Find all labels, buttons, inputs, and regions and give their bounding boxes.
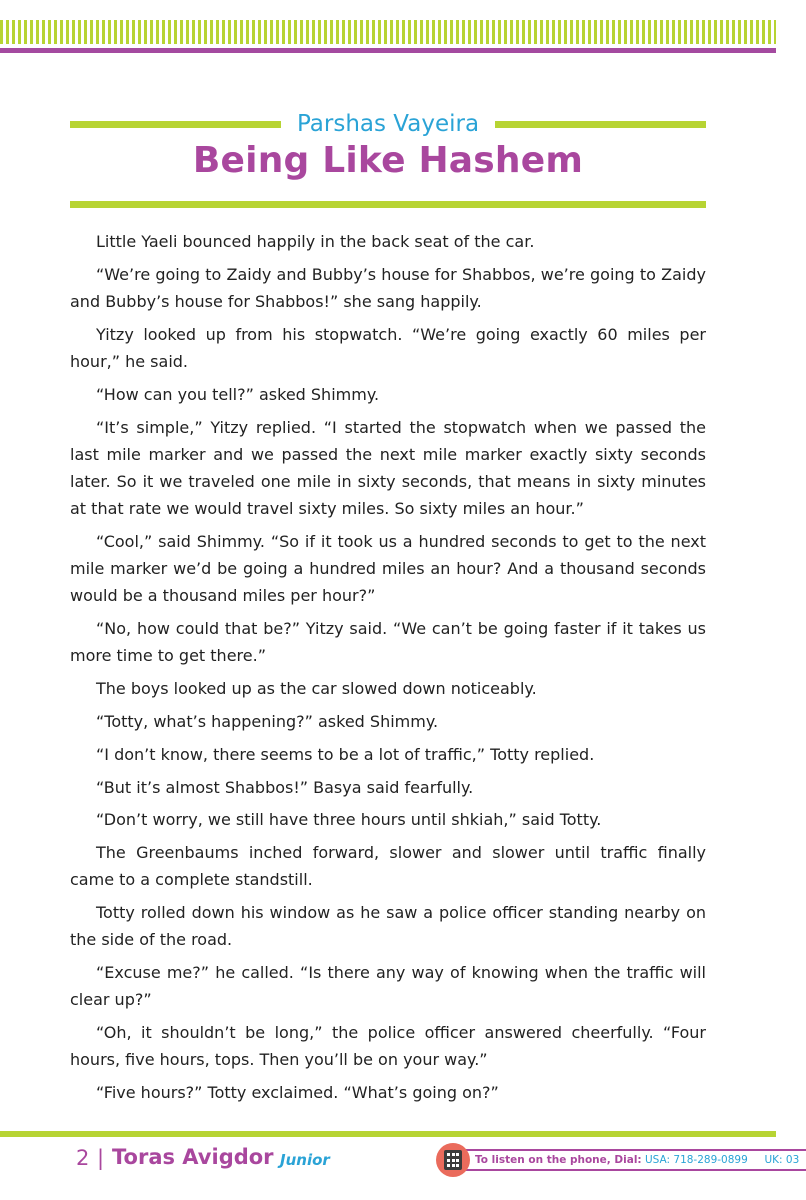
story-paragraph: The Greenbaums inched forward, slower and slower until traffic finally came to a complete standstill. — [70, 843, 706, 890]
page-footer — [0, 1140, 800, 1180]
footer-divider — [0, 1131, 776, 1137]
story-body — [70, 228, 706, 1112]
phone-label: To listen on the phone, Dial: — [475, 1154, 642, 1166]
top-divider — [0, 48, 776, 53]
story-paragraph: Little Yaeli bounced happily in the back seat of the car. — [96, 232, 535, 251]
story-paragraph: “I don’t know, there seems to be a lot of traffic,” Totty replied. — [96, 744, 595, 764]
story-paragraph: “We’re going to Zaidy and Bubby’s house for Shabbos, we’re going to Zaidy and Bubby’s house for Shabbos!” she sang happily. — [70, 264, 706, 311]
kicker-row — [70, 108, 706, 140]
story-paragraph: “Cool,” said Shimmy. “So if it took us a hundred seconds to get to the next mile marker we’d be going a hundred miles an hour? And a thousand seconds would be a thousand miles per hour?” — [70, 532, 706, 606]
story-paragraph: Totty rolled down his window as he saw a police officer standing nearby on the side of the road. — [70, 903, 706, 950]
phone-usa: USA: 718-289-0899 — [644, 1154, 748, 1166]
story-paragraph: Yitzy looked up from his stopwatch. “We’re going exactly 60 miles per hour,” he said. — [70, 324, 706, 371]
story-paragraph: “Five hours?” Totty exclaimed. “What’s going on?” — [96, 1083, 499, 1103]
brand-name: Toras Avigdor — [112, 1145, 274, 1169]
story-paragraph: The boys looked up as the car slowed down noticeably. — [96, 679, 537, 699]
story-paragraph: “Don’t worry, we still have three hours until shkiah,” said Totty. — [96, 810, 602, 830]
story-paragraph: “No, how could that be?” Yitzy said. “We can’t be going faster if it takes us more time to get there.” — [70, 619, 706, 666]
kicker-left-rule — [70, 121, 281, 128]
page-number: 2 — [76, 1146, 90, 1170]
kicker-right-rule — [495, 121, 706, 128]
story-paragraph: “Oh, it shouldn’t be long,” the police officer answered cheerfully. “Four hours, five hours, tops. Then you’ll be on your way.” — [70, 1023, 706, 1070]
footer-separator: | — [97, 1146, 105, 1170]
story-paragraph: “But it’s almost Shabbos!” Basya said fearfully. — [96, 777, 474, 797]
brand-sub: Junior — [280, 1151, 330, 1169]
phone-keypad-icon — [444, 1150, 462, 1170]
story-title: Being Like Hashem — [192, 140, 584, 181]
story-paragraph: “Excuse me?” he called. “Is there any way of knowing when the traffic will clear up?” — [70, 963, 706, 1010]
phone-info — [475, 1154, 800, 1166]
story-paragraph: “Totty, what’s happening?” asked Shimmy. — [96, 712, 439, 731]
phone-uk: UK: 03 — [764, 1154, 800, 1166]
phone-badge — [436, 1143, 470, 1177]
top-tick-border — [0, 20, 776, 44]
story-paragraph: “It’s simple,” Yitzy replied. “I started the stopwatch when we passed the last mile marker and we passed the next mile marker exactly sixty seconds later. So it we traveled one mile in sixty seconds, that means in sixty minutes at that rate we would travel sixty miles. So sixty miles an hour.” — [70, 417, 706, 519]
title-divider — [70, 201, 706, 208]
parsha-name: Parshas Vayeira — [296, 111, 480, 137]
story-paragraph: “How can you tell?” asked Shimmy. — [96, 384, 380, 404]
